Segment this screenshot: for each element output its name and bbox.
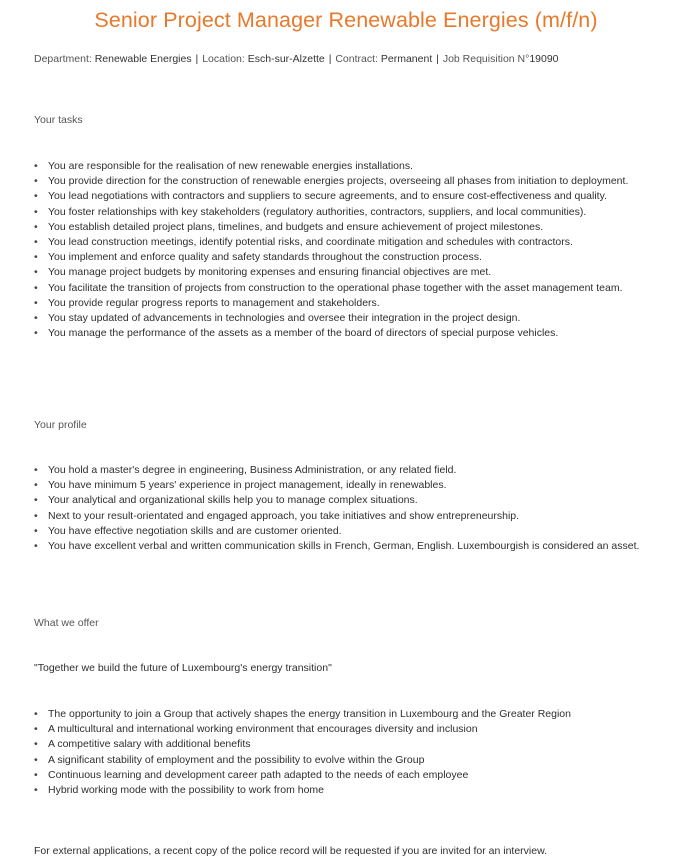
- offer-list: [34, 707, 644, 798]
- profile-list: [34, 463, 644, 554]
- list-item-text: You facilitate the transition of projects from construction to the operational phase together with the asset management team.: [48, 281, 623, 294]
- list-item-text: The opportunity to join a Group that actively shapes the energy transition in Luxembourg and the Greater Region: [48, 708, 571, 720]
- list-item: [34, 753, 644, 768]
- bullet-icon: •: [34, 540, 38, 553]
- meta-separator: |: [195, 53, 199, 65]
- bullet-icon: •: [34, 312, 38, 325]
- department-value: Renewable Energies: [94, 53, 192, 65]
- bullet-icon: •: [34, 236, 38, 249]
- bullet-icon: •: [34, 266, 38, 279]
- list-item: [34, 281, 644, 296]
- list-item: [34, 326, 644, 341]
- bullet-icon: •: [34, 509, 38, 522]
- meta-separator: |: [328, 53, 332, 65]
- list-item-text: A significant stability of employment and the possibility to evolve within the Group: [48, 753, 425, 766]
- list-item-text: Hybrid working mode with the possibility to work from home: [48, 784, 325, 797]
- bullet-icon: •: [34, 723, 38, 736]
- meta-separator: |: [436, 53, 439, 65]
- list-item-text: You provide regular progress reports to management and stakeholders.: [48, 296, 380, 309]
- requisition-label: Job Requisition N°: [442, 53, 530, 65]
- bullet-icon: •: [34, 327, 38, 340]
- list-item-text: You stay updated of advancements in technologies and oversee their integration in the project design.: [48, 312, 521, 325]
- list-item-text: You hold a master's degree in engineering, Business Administration, or any related field.: [48, 464, 457, 476]
- bullet-icon: •: [34, 160, 38, 172]
- bullet-icon: •: [34, 738, 38, 751]
- list-item: [34, 220, 644, 235]
- location-label: Location:: [202, 53, 245, 65]
- location-value: Esch-sur-Alzette: [247, 53, 325, 65]
- list-item: [34, 707, 644, 722]
- list-item: [34, 524, 644, 539]
- list-item: [34, 205, 644, 220]
- contract-value: Permanent: [380, 53, 433, 65]
- list-item: [34, 722, 644, 737]
- list-item-text: A multicultural and international working environment that encourages diversity and inclusion: [48, 723, 478, 736]
- list-item: [34, 265, 644, 280]
- list-item: [34, 189, 644, 204]
- bullet-icon: •: [34, 768, 38, 781]
- list-item: [34, 250, 644, 265]
- bullet-icon: •: [34, 464, 38, 476]
- bullet-icon: •: [34, 220, 38, 233]
- list-item: [34, 463, 644, 478]
- list-item: [34, 768, 644, 783]
- list-item-text: Your analytical and organizational skills help you to manage complex situations.: [48, 494, 418, 507]
- list-item: [34, 783, 644, 798]
- list-item-text: You have excellent verbal and written communication skills in French, German, English. Luxembourgish is considered an asset.: [48, 540, 640, 553]
- list-item-text: A competitive salary with additional benefits: [48, 738, 251, 751]
- contract-label: Contract:: [335, 53, 378, 65]
- list-item-text: You foster relationships with key stakeholders (regulatory authorities, contractors, suppliers, and local communities).: [48, 205, 587, 218]
- offer-quote: "Together we build the future of Luxembourg's energy transition": [34, 662, 332, 674]
- bullet-icon: •: [34, 524, 38, 537]
- department-label: Department:: [34, 53, 92, 65]
- bullet-icon: •: [34, 190, 38, 203]
- list-item: [34, 737, 644, 752]
- list-item: [34, 509, 644, 524]
- bullet-icon: •: [34, 784, 38, 797]
- bullet-icon: •: [34, 296, 38, 309]
- list-item-text: You manage the performance of the assets as a member of the board of directors of special purpose vehicles.: [48, 327, 559, 340]
- list-item-text: You manage project budgets by monitoring expenses and ensuring financial objectives are met.: [48, 266, 492, 279]
- list-item-text: Continuous learning and development career path adapted to the needs of each employee: [48, 768, 469, 781]
- bullet-icon: •: [34, 753, 38, 766]
- list-item-text: You implement and enforce quality and safety standards throughout the construction process.: [48, 251, 482, 264]
- list-item-text: Next to your result-orientated and engaged approach, you take initiatives and show entrepreneurship.: [48, 509, 520, 522]
- bullet-icon: •: [34, 205, 38, 218]
- footer-note: For external applications, a recent copy of the police record will be requested if you are invited for an interview.: [34, 845, 548, 857]
- list-item-text: You are responsible for the realisation of new renewable energies installations.: [48, 160, 414, 172]
- list-item: [34, 296, 644, 311]
- list-item-text: You have effective negotiation skills and are customer oriented.: [48, 524, 342, 537]
- bullet-icon: •: [34, 479, 38, 492]
- bullet-icon: •: [34, 251, 38, 264]
- bullet-icon: •: [34, 494, 38, 507]
- list-item-text: You lead construction meetings, identify potential risks, and coordinate mitigation and schedules with contractors.: [48, 236, 573, 249]
- list-item-text: You provide direction for the construction of renewable energies projects, overseeing all phases from initiation to deployment.: [48, 175, 629, 188]
- bullet-icon: •: [34, 708, 38, 720]
- list-item: [34, 159, 644, 174]
- job-meta: [34, 52, 559, 67]
- bullet-icon: •: [34, 175, 38, 188]
- tasks-heading: Your tasks: [34, 114, 83, 126]
- list-item: [34, 539, 644, 554]
- list-item-text: You establish detailed project plans, timelines, and budgets and ensure achievement of project milestones.: [48, 220, 544, 233]
- page-title: Senior Project Manager Renewable Energies (m/f/n): [94, 8, 598, 32]
- requisition-value: 19090: [529, 53, 559, 65]
- profile-heading: Your profile: [34, 419, 87, 431]
- list-item-text: You have minimum 5 years' experience in project management, ideally in renewables.: [48, 479, 447, 492]
- bullet-icon: •: [34, 281, 38, 294]
- tasks-list: [34, 159, 644, 341]
- list-item: [34, 478, 644, 493]
- list-item: [34, 493, 644, 508]
- offer-heading: What we offer: [34, 617, 99, 629]
- list-item: [34, 174, 644, 189]
- list-item-text: You lead negotiations with contractors and suppliers to secure agreements, and to ensure cost-effectiveness and quality.: [48, 190, 607, 203]
- list-item: [34, 235, 644, 250]
- list-item: [34, 311, 644, 326]
